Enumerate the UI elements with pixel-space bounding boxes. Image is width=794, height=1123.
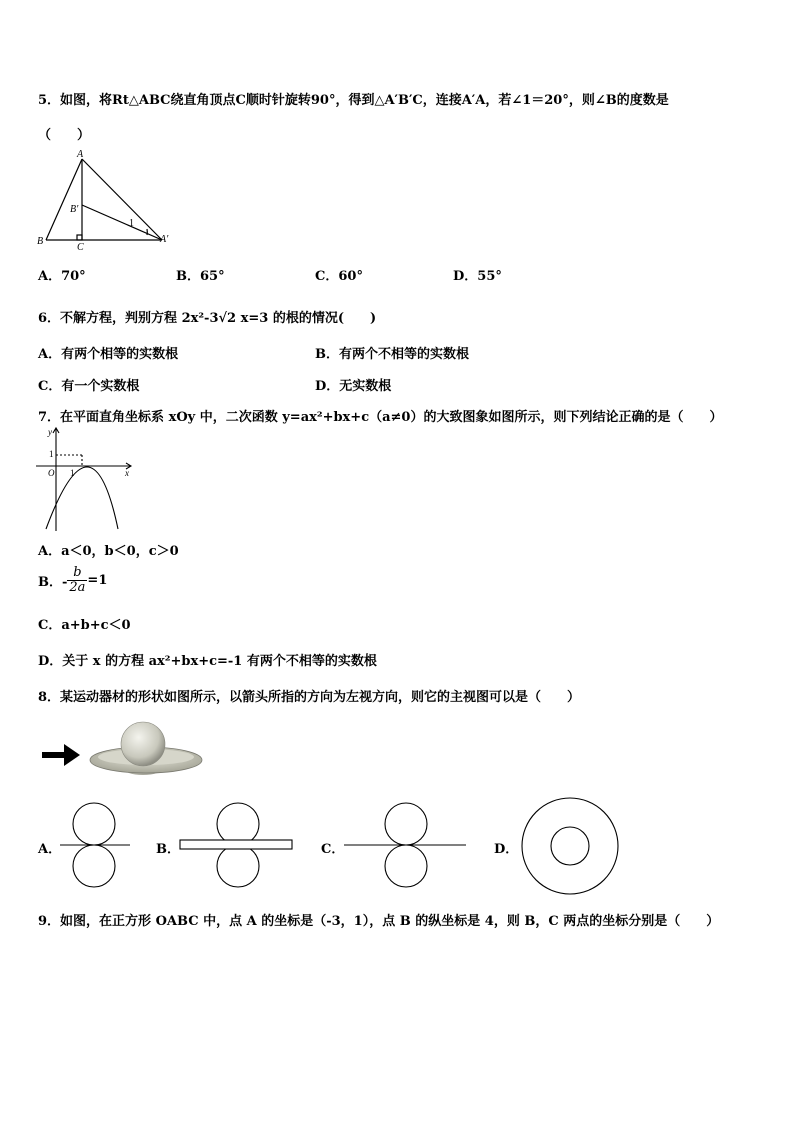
- q7-label-y: y: [48, 427, 52, 437]
- q7-label-x: x: [125, 468, 129, 478]
- q8-option-d-figure: [518, 795, 622, 897]
- q5-answer-paren: （ ）: [38, 128, 91, 143]
- q7-stem: 7．在平面直角坐标系 xOy 中，二次函数 y=ax²+bx+c（a≠0）的大致图象如图所示，则下列结论正确的是（ ）: [38, 410, 723, 425]
- q5-stem: 5．如图，将Rt△ABC绕直角顶点C顺时针旋转90°，得到△A′B′C，连接A′A，若∠1＝20°，则∠B的度数是: [38, 93, 669, 108]
- q8-option-b-figure: [178, 802, 296, 888]
- q7-option-b-letter: B．-: [38, 575, 68, 590]
- q9-stem: 9．如图，在正方形 OABC 中，点 A 的坐标是（-3，1），点 B 的纵坐标是 4，则 B，C 两点的坐标分别是（ ）: [38, 914, 720, 929]
- q6-stem: 6．不解方程，判别方程 2x²-3√2 x=3 的根的情况( ): [38, 311, 377, 326]
- q8-option-b-letter: B．: [156, 842, 180, 857]
- q8-option-d-letter: D．: [494, 842, 519, 857]
- q5-option-c: C．60°: [315, 269, 363, 284]
- q7-option-a: A．a＜0，b＜0，c＞0: [38, 544, 179, 559]
- q5-label-angle1: 1: [129, 218, 134, 229]
- q5-label-Bprime: B′: [70, 204, 79, 215]
- q6-option-b: B．有两个不相等的实数根: [315, 347, 469, 362]
- q8-equipment-figure: [36, 712, 204, 790]
- q8-stem: 8．某运动器材的形状如图所示，以箭头所指的方向为左视方向，则它的主视图可以是（ ）: [38, 690, 581, 705]
- q5-label-C: C: [77, 242, 84, 252]
- q6-option-d: D．无实数根: [315, 379, 392, 394]
- q7-option-b-fraction: [67, 566, 87, 595]
- q5-option-a: A．70°: [38, 269, 86, 284]
- q7-parabola-graph: [36, 425, 140, 533]
- q6-option-a: A．有两个相等的实数根: [38, 347, 179, 362]
- q5-triangle-figure: [36, 148, 176, 252]
- q7-label-x1: 1: [70, 468, 75, 478]
- q8-option-c-letter: C．: [321, 842, 345, 857]
- q8-option-a-figure: [60, 802, 132, 888]
- q6-option-c: C．有一个实数根: [38, 379, 140, 394]
- q8-option-a-letter: A．: [38, 842, 62, 857]
- q5-option-b: B．65°: [176, 269, 225, 284]
- q7-label-y1: 1: [49, 449, 54, 459]
- q7-option-b-numerator: b: [73, 565, 82, 580]
- q5-label-Aprime: A′: [160, 234, 169, 245]
- q7-label-origin: O: [48, 468, 55, 478]
- q7-option-b-denominator: 2a: [69, 580, 86, 595]
- q5-option-d: D．55°: [453, 269, 502, 284]
- q7-option-c: C．a+b+c＜0: [38, 618, 131, 633]
- q5-label-A: A: [77, 149, 84, 160]
- q8-option-c-figure: [344, 802, 470, 888]
- q7-option-d: D．关于 x 的方程 ax²+bx+c=-1 有两个不相等的实数根: [38, 654, 377, 669]
- q7-option-b-rest: =1: [87, 573, 108, 588]
- q5-label-B: B: [37, 236, 44, 247]
- q7-option-b: [38, 566, 107, 595]
